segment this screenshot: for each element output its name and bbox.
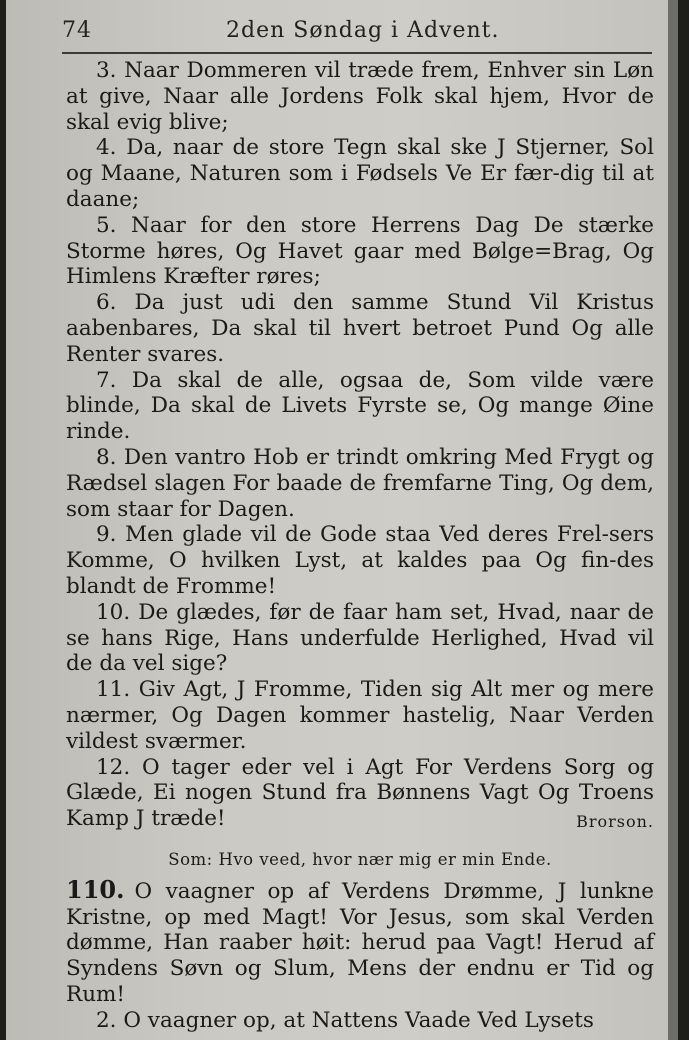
verse: 5. Naar for den store Herrens Dag De stærke Storme høres, Og Havet gaar med Bølge=Brag, Og Himlens Kræfter røres; xyxy=(66,212,654,290)
verse: 6. Da just udi den samme Stund Vil Kristus aabenbares, Da skal til hvert betroet Pund Og alle Renter svares. xyxy=(66,290,654,367)
header-rule xyxy=(62,52,652,54)
verse: 3. Naar Dommeren vil træde frem, Enhver sin Løn at give, Naar alle Jordens Folk skal hjem, Hvor de skal evig blive; xyxy=(66,58,654,135)
running-title: 2den Søndag i Advent. xyxy=(226,18,500,43)
hymn-first-verse xyxy=(66,874,654,1008)
hymn-number: 110. xyxy=(66,874,125,904)
verse: 11. Giv Agt, J Fromme, Tiden sig Alt mer og mere nærmer, Og Dagen kommer hastelig, Naar Verden vildest sværmer. xyxy=(66,677,654,754)
verse xyxy=(66,755,654,832)
verse: 10. De glædes, før de faar ham set, Hvad, naar de se hans Rige, Hans underfulde Herlighed, Hvad vil de da vel sige? xyxy=(66,599,654,677)
verse: 2. O vaagner op, at Nattens Vaade Ved Lysets xyxy=(96,1007,594,1033)
hymn-first-verse-text: O vaagner op af Verdens Drømme, J lunkne Kristne, op med Magt! Vor Jesus, som skal Verden dømme, Han raaber høit: herud paa Vagt! Herud af Syndens Søvn og Slum, Mens der endnu er Tid og Rum! xyxy=(66,878,654,1007)
page-header xyxy=(62,14,652,50)
verse-text: 12. O tager eder vel i Agt For Verdens Sorg og Glæde, Ei nogen Stund fra Bønnens Vagt Og Troens Kamp J træde! xyxy=(66,754,654,832)
page-edge xyxy=(668,0,678,1040)
verse: 7. Da skal de alle, ogsaa de, Som vilde være blinde, Da skal de Livets Fyrste se, Og mange Øine rinde. xyxy=(66,367,654,445)
verse: 9. Men glade vil de Gode staa Ved deres Frel-sers Komme, O hvilken Lyst, at kaldes paa Og fin-des blandt de Fromme! xyxy=(66,522,654,599)
book-page xyxy=(6,0,678,1040)
author-signature: Brorson. xyxy=(576,812,654,832)
verse: 4. Da, naar de store Tegn skal ske J Stjerner, Sol og Maane, Naturen som i Fødsels Ve Er fær-dig til at daane; xyxy=(66,135,654,212)
verse: 8. Den vantro Hob er trindt omkring Med Frygt og Rædsel slagen For baade de fremfarne Ting, Og dem, som staar for Dagen. xyxy=(66,444,654,522)
page-number: 74 xyxy=(62,18,92,43)
melody-line: Som: Hvo veed, hvor nær mig er min Ende. xyxy=(168,849,552,869)
hymn-text xyxy=(66,58,654,1033)
